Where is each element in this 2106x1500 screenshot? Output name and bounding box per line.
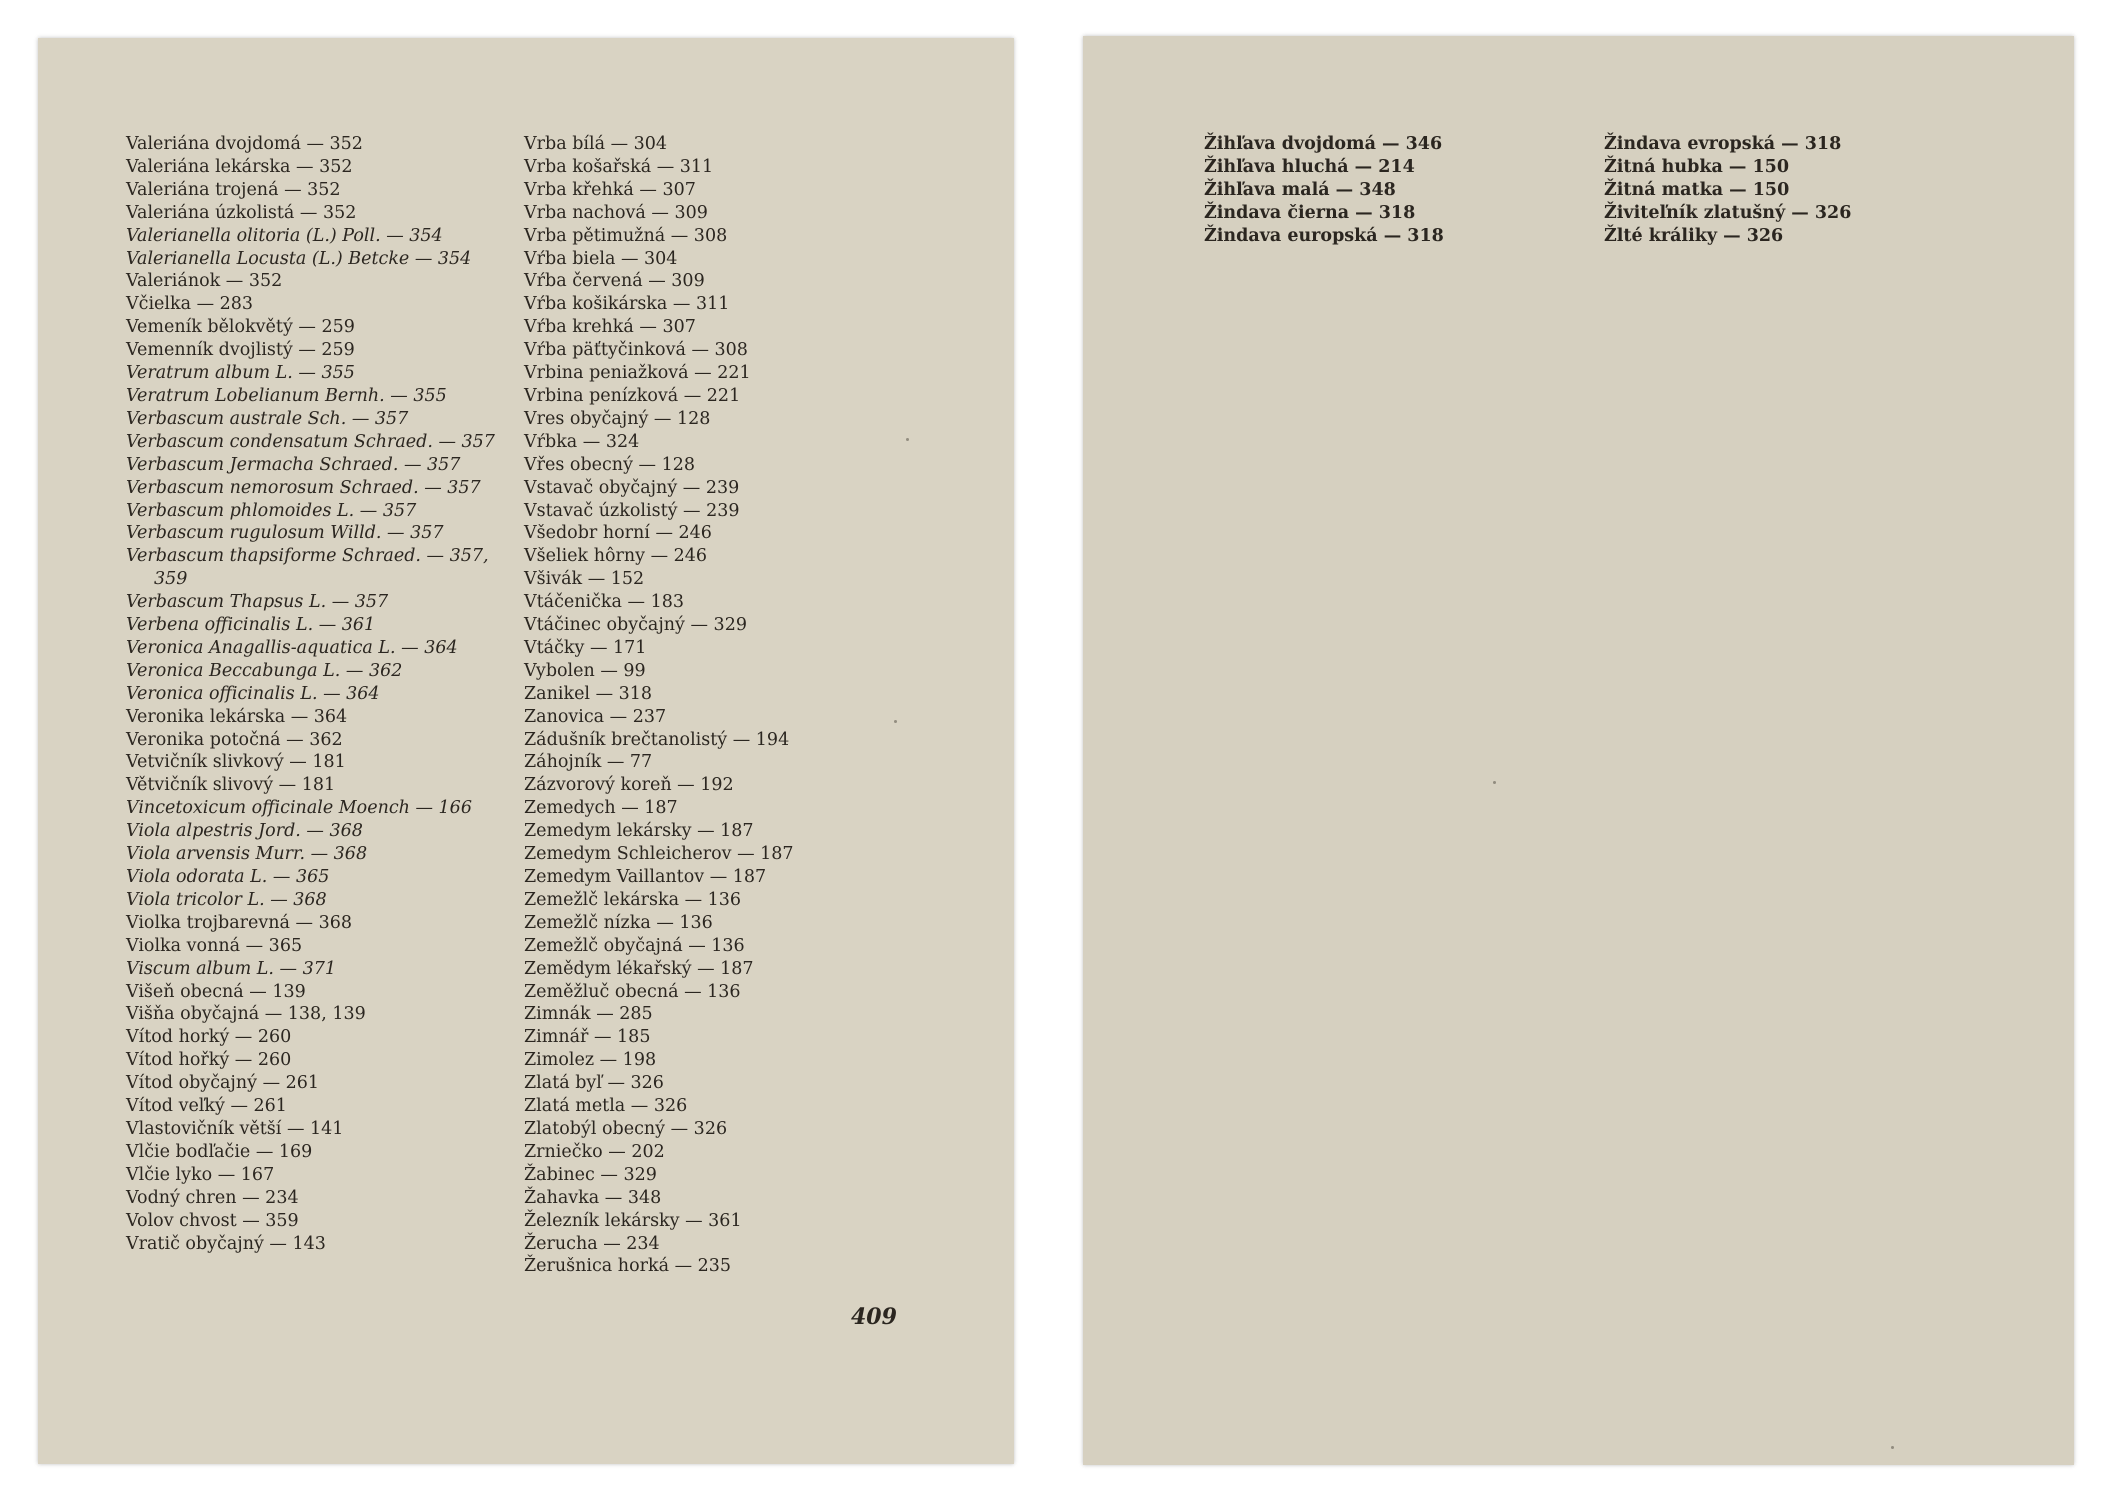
index-entry: Zemědym lékařský — 187	[524, 958, 754, 979]
index-entry: Viola odorata L. — 365	[126, 867, 330, 887]
index-entry: Žlté králiky — 326	[1604, 225, 1784, 246]
index-entry: Žahavka — 348	[524, 1187, 662, 1208]
index-entry: Veronica Beccabunga L. — 362	[126, 660, 403, 681]
index-entry: Všivák — 152	[524, 569, 645, 590]
index-entry: Vemeník bělokvětý — 259	[126, 317, 355, 338]
index-entry: Vtáčky — 171	[524, 637, 647, 658]
index-entry: Vítod obyčajný — 261	[126, 1073, 320, 1094]
index-entry: Zrniečko — 202	[524, 1141, 665, 1162]
index-entry: Viola alpestris Jord. — 368	[126, 821, 363, 842]
index-entry: Zemežlč obyčajná — 136	[524, 935, 745, 956]
index-entry: Vrbina penízková — 221	[524, 385, 741, 406]
index-entry: Volov chvost — 359	[126, 1210, 299, 1231]
index-entry: Vítod hořký — 260	[126, 1050, 292, 1071]
index-entry: Žindava evropská — 318	[1604, 134, 1842, 154]
index-entry: Zimnář — 185	[524, 1027, 651, 1048]
index-entry: Zanovica — 237	[524, 706, 667, 727]
index-entry: Železník lekársky — 361	[524, 1210, 742, 1231]
index-entry: Valerianella Locusta (L.) Betcke — 354	[126, 248, 472, 269]
index-entry: Vŕbka — 324	[524, 431, 640, 452]
index-entry: Veronika lekárska — 364	[126, 706, 348, 727]
paper-speck	[894, 720, 897, 723]
index-entry: Zanikel — 318	[524, 683, 653, 704]
index-entry: Verbascum Thapsus L. — 357	[126, 592, 389, 613]
index-entry: Všeliek hôrny — 246	[524, 546, 708, 567]
index-entry: Vrba křehká — 307	[524, 179, 696, 200]
paper-speck	[906, 438, 909, 441]
index-entry: Žihľava hluchá — 214	[1204, 156, 1415, 177]
index-entry: Valeriána dvojdomá — 352	[126, 134, 363, 154]
index-entry: Valeriánok — 352	[126, 271, 283, 292]
index-entry: Viscum album L. — 371	[126, 958, 337, 979]
index-entry: Verbascum condensatum Schraed. — 357	[126, 431, 495, 452]
index-entry: Veronica Anagallis-aquatica L. — 364	[126, 637, 458, 658]
index-entry: Valeriána trojená — 352	[126, 179, 341, 200]
index-entry: Zádušník brečtanolistý — 194	[524, 729, 790, 750]
page-number: 409	[851, 1304, 897, 1330]
index-entry: Veratrum album L. — 355	[126, 363, 355, 384]
index-entry: Zemežlč nízka — 136	[524, 912, 713, 933]
index-entry: Vincetoxicum officinale Moench — 166	[126, 798, 472, 819]
index-entry: Vstavač obyčajný — 239	[524, 477, 740, 498]
index-entry: Valeriána lekárska — 352	[126, 156, 353, 177]
index-entry: Verbena officinalis L. — 361	[126, 615, 376, 636]
index-entry: Zemedym Schleicherov — 187	[524, 844, 794, 865]
index-entry: Zemedym Vaillantov — 187	[524, 867, 767, 887]
index-entry: Verbascum Jermacha Schraed. — 357	[126, 454, 461, 475]
index-entry: Žabinec — 329	[524, 1164, 657, 1185]
index-entry: Žerucha — 234	[524, 1233, 660, 1254]
index-entry: Veronica officinalis L. — 364	[126, 683, 380, 704]
index-entry: Žindava europská — 318	[1204, 225, 1444, 246]
index-entry: Vŕba košikárska — 311	[524, 294, 730, 315]
index-entry: Žihľava dvojdomá — 346	[1204, 134, 1443, 154]
index-entry: Vtáčenička — 183	[524, 592, 684, 613]
index-column-right-2	[1604, 133, 1851, 248]
index-entry: Zlatá metla — 326	[524, 1096, 688, 1117]
index-entry: Vlastovičník větší — 141	[126, 1118, 344, 1139]
index-entry: Vstavač úzkolistý — 239	[524, 500, 740, 521]
index-entry: Zimolez — 198	[524, 1050, 657, 1071]
index-entry: Viola tricolor L. — 368	[126, 889, 327, 910]
index-entry: Žindava čierna — 318	[1204, 202, 1416, 223]
index-entry: Višeň obecná — 139	[126, 981, 306, 1002]
left-page	[38, 38, 1014, 1464]
index-entry: Vrba pětimužná — 308	[524, 225, 728, 246]
index-entry: Zeměžluč obecná — 136	[524, 981, 741, 1002]
index-entry: Violka trojbarevná — 368	[126, 912, 352, 933]
index-entry: Vŕba päťtyčinková — 308	[524, 340, 748, 361]
index-entry: Žitná hubka — 150	[1604, 156, 1790, 177]
index-entry: Vlčie lyko — 167	[126, 1164, 275, 1185]
index-column-right-1	[1204, 133, 1444, 248]
index-entry: Vítod veľký — 261	[126, 1096, 287, 1117]
index-column-left-1	[126, 133, 509, 1255]
index-entry: Žihľava malá — 348	[1204, 179, 1396, 200]
index-entry: Vybolen — 99	[524, 660, 646, 681]
index-entry: Větvičník slivový — 181	[126, 775, 336, 796]
index-entry: Zázvorový koreň — 192	[524, 775, 734, 796]
index-entry: Vodný chren — 234	[126, 1187, 299, 1208]
index-entry: Verbascum phlomoides L. — 357	[126, 500, 417, 521]
right-page	[1083, 36, 2074, 1465]
index-entry: Vlčie bodľačie — 169	[126, 1141, 313, 1162]
index-entry: Verbascum australe Sch. — 357	[126, 408, 409, 429]
index-entry: Zlatobýl obecný — 326	[524, 1118, 728, 1139]
index-entry: Vtáčinec obyčajný — 329	[524, 615, 747, 636]
index-entry: Vŕba krehká — 307	[524, 317, 696, 338]
index-entry: Veronika potočná — 362	[126, 729, 343, 750]
index-entry: Vrbina peniažková — 221	[524, 363, 751, 384]
index-entry: Višňa obyčajná — 138, 139	[126, 1004, 366, 1025]
index-entry: Valeriána úzkolistá — 352	[126, 202, 357, 223]
index-entry: Vetvičník slivkový — 181	[126, 752, 346, 773]
index-entry: Žerušnica horká — 235	[524, 1256, 732, 1277]
index-entry: Vrba košařská — 311	[524, 156, 714, 177]
index-entry: Vemenník dvojlistý — 259	[126, 340, 355, 361]
index-entry: Zemedym lekársky — 187	[524, 821, 754, 842]
index-entry: Všedobr horní — 246	[524, 523, 712, 544]
index-entry: Vrba nachová — 309	[524, 202, 708, 223]
index-entry: Zemedych — 187	[524, 798, 678, 819]
index-entry: Veratrum Lobelianum Bernh. — 355	[126, 385, 447, 406]
index-entry: Verbascum nemorosum Schraed. — 357	[126, 477, 481, 498]
index-entry: Vratič obyčajný — 143	[126, 1233, 326, 1254]
index-entry: Živiteľník zlatušný — 326	[1604, 202, 1852, 223]
index-entry: Zemežlč lekárska — 136	[524, 889, 742, 910]
paper-speck	[1493, 781, 1496, 784]
index-entry: Zimnák — 285	[524, 1004, 653, 1025]
paper-speck	[1891, 1446, 1894, 1449]
index-column-left-2	[524, 133, 794, 1278]
index-entry: Vřes obecný — 128	[524, 454, 695, 475]
index-entry: Violka vonná — 365	[126, 935, 303, 956]
index-entry: Verbascum thapsiforme Schraed. — 357, 359	[126, 546, 489, 590]
index-entry: Verbascum rugulosum Willd. — 357	[126, 523, 444, 544]
index-entry: Vítod horký — 260	[126, 1027, 292, 1048]
index-entry: Včielka — 283	[126, 294, 254, 315]
index-entry: Viola arvensis Murr. — 368	[126, 844, 368, 865]
index-entry: Žitná matka — 150	[1604, 179, 1790, 200]
index-entry: Valerianella olitoria (L.) Poll. — 354	[126, 225, 443, 246]
index-entry: Zlatá byľ — 326	[524, 1073, 664, 1094]
index-entry: Vŕba červená — 309	[524, 271, 705, 292]
index-entry: Vrba bílá — 304	[524, 134, 668, 154]
index-entry: Záhojník — 77	[524, 752, 653, 773]
index-entry: Vres obyčajný — 128	[524, 408, 711, 429]
index-entry: Vŕba biela — 304	[524, 248, 678, 269]
